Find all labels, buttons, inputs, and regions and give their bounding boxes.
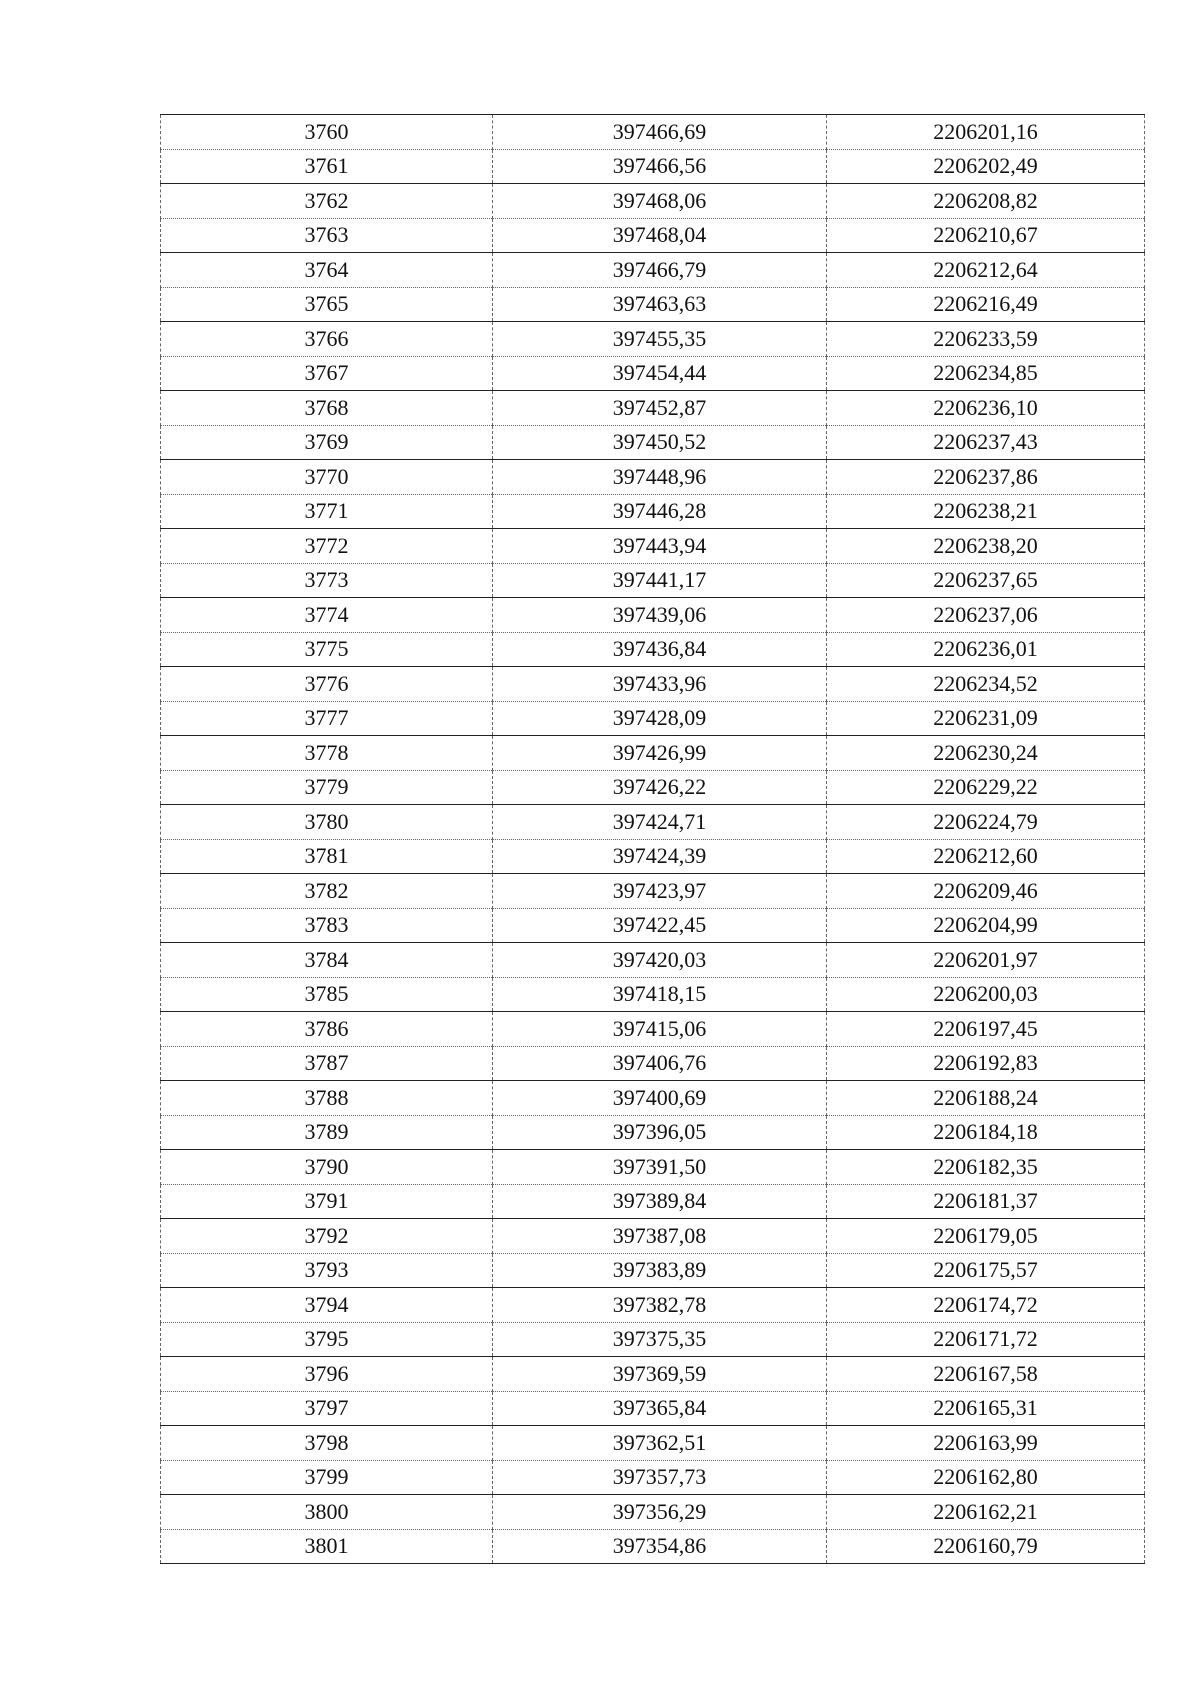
table-row	[161, 529, 1145, 564]
y-coordinate-cell: 2206188,24	[827, 1081, 1145, 1116]
x-coordinate-cell: 397463,63	[493, 287, 827, 322]
y-coordinate-cell: 2206171,72	[827, 1322, 1145, 1357]
table-row	[161, 701, 1145, 736]
x-coordinate-cell: 397433,96	[493, 667, 827, 702]
point-number-cell: 3788	[161, 1081, 493, 1116]
point-number-cell: 3797	[161, 1391, 493, 1426]
point-number-cell: 3795	[161, 1322, 493, 1357]
point-number-cell: 3770	[161, 460, 493, 495]
point-number-cell: 3771	[161, 494, 493, 529]
x-coordinate-cell: 397354,86	[493, 1529, 827, 1564]
y-coordinate-cell: 2206184,18	[827, 1115, 1145, 1150]
y-coordinate-cell: 2206237,65	[827, 563, 1145, 598]
table-row	[161, 1357, 1145, 1392]
x-coordinate-cell: 397375,35	[493, 1322, 827, 1357]
y-coordinate-cell: 2206212,64	[827, 253, 1145, 288]
table-row	[161, 874, 1145, 909]
y-coordinate-cell: 2206208,82	[827, 184, 1145, 219]
y-coordinate-cell: 2206167,58	[827, 1357, 1145, 1392]
point-number-cell: 3777	[161, 701, 493, 736]
point-number-cell: 3785	[161, 977, 493, 1012]
point-number-cell: 3800	[161, 1495, 493, 1530]
x-coordinate-cell: 397424,71	[493, 805, 827, 840]
y-coordinate-cell: 2206175,57	[827, 1253, 1145, 1288]
x-coordinate-cell: 397468,06	[493, 184, 827, 219]
y-coordinate-cell: 2206212,60	[827, 839, 1145, 874]
y-coordinate-cell: 2206197,45	[827, 1012, 1145, 1047]
x-coordinate-cell: 397389,84	[493, 1184, 827, 1219]
point-number-cell: 3760	[161, 115, 493, 150]
point-number-cell: 3778	[161, 736, 493, 771]
point-number-cell: 3792	[161, 1219, 493, 1254]
x-coordinate-cell: 397426,99	[493, 736, 827, 771]
x-coordinate-cell: 397455,35	[493, 322, 827, 357]
y-coordinate-cell: 2206233,59	[827, 322, 1145, 357]
y-coordinate-cell: 2206163,99	[827, 1426, 1145, 1461]
y-coordinate-cell: 2206174,72	[827, 1288, 1145, 1323]
coordinates-table-body	[161, 115, 1145, 1564]
point-number-cell: 3793	[161, 1253, 493, 1288]
x-coordinate-cell: 397391,50	[493, 1150, 827, 1185]
x-coordinate-cell: 397369,59	[493, 1357, 827, 1392]
y-coordinate-cell: 2206182,35	[827, 1150, 1145, 1185]
point-number-cell: 3801	[161, 1529, 493, 1564]
table-row	[161, 839, 1145, 874]
x-coordinate-cell: 397357,73	[493, 1460, 827, 1495]
y-coordinate-cell: 2206237,06	[827, 598, 1145, 633]
table-row	[161, 598, 1145, 633]
x-coordinate-cell: 397382,78	[493, 1288, 827, 1323]
point-number-cell: 3765	[161, 287, 493, 322]
table-row	[161, 805, 1145, 840]
point-number-cell: 3787	[161, 1046, 493, 1081]
point-number-cell: 3769	[161, 425, 493, 460]
table-row	[161, 977, 1145, 1012]
table-row	[161, 1150, 1145, 1185]
point-number-cell: 3764	[161, 253, 493, 288]
y-coordinate-cell: 2206204,99	[827, 908, 1145, 943]
point-number-cell: 3767	[161, 356, 493, 391]
y-coordinate-cell: 2206238,20	[827, 529, 1145, 564]
x-coordinate-cell: 397466,79	[493, 253, 827, 288]
x-coordinate-cell: 397443,94	[493, 529, 827, 564]
point-number-cell: 3772	[161, 529, 493, 564]
y-coordinate-cell: 2206209,46	[827, 874, 1145, 909]
y-coordinate-cell: 2206234,52	[827, 667, 1145, 702]
x-coordinate-cell: 397446,28	[493, 494, 827, 529]
table-row	[161, 253, 1145, 288]
table-row	[161, 1046, 1145, 1081]
x-coordinate-cell: 397428,09	[493, 701, 827, 736]
table-row	[161, 218, 1145, 253]
point-number-cell: 3776	[161, 667, 493, 702]
table-row	[161, 391, 1145, 426]
point-number-cell: 3784	[161, 943, 493, 978]
x-coordinate-cell: 397439,06	[493, 598, 827, 633]
table-row	[161, 149, 1145, 184]
y-coordinate-cell: 2206216,49	[827, 287, 1145, 322]
point-number-cell: 3768	[161, 391, 493, 426]
y-coordinate-cell: 2206160,79	[827, 1529, 1145, 1564]
y-coordinate-cell: 2206181,37	[827, 1184, 1145, 1219]
x-coordinate-cell: 397420,03	[493, 943, 827, 978]
table-row	[161, 908, 1145, 943]
table-row	[161, 563, 1145, 598]
x-coordinate-cell: 397422,45	[493, 908, 827, 943]
point-number-cell: 3790	[161, 1150, 493, 1185]
point-number-cell: 3773	[161, 563, 493, 598]
point-number-cell: 3774	[161, 598, 493, 633]
table-row	[161, 460, 1145, 495]
y-coordinate-cell: 2206237,43	[827, 425, 1145, 460]
table-row	[161, 356, 1145, 391]
point-number-cell: 3766	[161, 322, 493, 357]
y-coordinate-cell: 2206237,86	[827, 460, 1145, 495]
y-coordinate-cell: 2206202,49	[827, 149, 1145, 184]
table-row	[161, 115, 1145, 150]
table-row	[161, 1012, 1145, 1047]
table-row	[161, 425, 1145, 460]
y-coordinate-cell: 2206238,21	[827, 494, 1145, 529]
x-coordinate-cell: 397423,97	[493, 874, 827, 909]
x-coordinate-cell: 397450,52	[493, 425, 827, 460]
table-row	[161, 184, 1145, 219]
point-number-cell: 3781	[161, 839, 493, 874]
x-coordinate-cell: 397362,51	[493, 1426, 827, 1461]
table-row	[161, 1391, 1145, 1426]
x-coordinate-cell: 397396,05	[493, 1115, 827, 1150]
point-number-cell: 3761	[161, 149, 493, 184]
table-row	[161, 770, 1145, 805]
point-number-cell: 3791	[161, 1184, 493, 1219]
point-number-cell: 3779	[161, 770, 493, 805]
point-number-cell: 3794	[161, 1288, 493, 1323]
table-row	[161, 1529, 1145, 1564]
y-coordinate-cell: 2206192,83	[827, 1046, 1145, 1081]
table-row	[161, 1115, 1145, 1150]
x-coordinate-cell: 397466,69	[493, 115, 827, 150]
y-coordinate-cell: 2206231,09	[827, 701, 1145, 736]
y-coordinate-cell: 2206230,24	[827, 736, 1145, 771]
point-number-cell: 3786	[161, 1012, 493, 1047]
table-row	[161, 943, 1145, 978]
x-coordinate-cell: 397383,89	[493, 1253, 827, 1288]
x-coordinate-cell: 397400,69	[493, 1081, 827, 1116]
point-number-cell: 3775	[161, 632, 493, 667]
table-row	[161, 322, 1145, 357]
x-coordinate-cell: 397387,08	[493, 1219, 827, 1254]
x-coordinate-cell: 397468,04	[493, 218, 827, 253]
y-coordinate-cell: 2206179,05	[827, 1219, 1145, 1254]
table-row	[161, 667, 1145, 702]
x-coordinate-cell: 397424,39	[493, 839, 827, 874]
y-coordinate-cell: 2206229,22	[827, 770, 1145, 805]
x-coordinate-cell: 397415,06	[493, 1012, 827, 1047]
y-coordinate-cell: 2206236,10	[827, 391, 1145, 426]
table-row	[161, 1184, 1145, 1219]
x-coordinate-cell: 397365,84	[493, 1391, 827, 1426]
table-row	[161, 736, 1145, 771]
y-coordinate-cell: 2206201,16	[827, 115, 1145, 150]
y-coordinate-cell: 2206165,31	[827, 1391, 1145, 1426]
point-number-cell: 3780	[161, 805, 493, 840]
y-coordinate-cell: 2206234,85	[827, 356, 1145, 391]
point-number-cell: 3789	[161, 1115, 493, 1150]
coordinates-table	[160, 114, 1145, 1564]
x-coordinate-cell: 397454,44	[493, 356, 827, 391]
table-row	[161, 632, 1145, 667]
point-number-cell: 3798	[161, 1426, 493, 1461]
x-coordinate-cell: 397441,17	[493, 563, 827, 598]
y-coordinate-cell: 2206162,21	[827, 1495, 1145, 1530]
table-row	[161, 1253, 1145, 1288]
table-row	[161, 494, 1145, 529]
point-number-cell: 3799	[161, 1460, 493, 1495]
table-row	[161, 1495, 1145, 1530]
x-coordinate-cell: 397418,15	[493, 977, 827, 1012]
table-row	[161, 1081, 1145, 1116]
table-row	[161, 287, 1145, 322]
y-coordinate-cell: 2206200,03	[827, 977, 1145, 1012]
point-number-cell: 3762	[161, 184, 493, 219]
table-row	[161, 1288, 1145, 1323]
y-coordinate-cell: 2206201,97	[827, 943, 1145, 978]
table-row	[161, 1460, 1145, 1495]
point-number-cell: 3763	[161, 218, 493, 253]
x-coordinate-cell: 397452,87	[493, 391, 827, 426]
table-row	[161, 1219, 1145, 1254]
x-coordinate-cell: 397406,76	[493, 1046, 827, 1081]
x-coordinate-cell: 397426,22	[493, 770, 827, 805]
x-coordinate-cell: 397448,96	[493, 460, 827, 495]
point-number-cell: 3783	[161, 908, 493, 943]
x-coordinate-cell: 397356,29	[493, 1495, 827, 1530]
table-row	[161, 1426, 1145, 1461]
y-coordinate-cell: 2206236,01	[827, 632, 1145, 667]
point-number-cell: 3782	[161, 874, 493, 909]
y-coordinate-cell: 2206210,67	[827, 218, 1145, 253]
table-row	[161, 1322, 1145, 1357]
x-coordinate-cell: 397436,84	[493, 632, 827, 667]
point-number-cell: 3796	[161, 1357, 493, 1392]
x-coordinate-cell: 397466,56	[493, 149, 827, 184]
y-coordinate-cell: 2206224,79	[827, 805, 1145, 840]
y-coordinate-cell: 2206162,80	[827, 1460, 1145, 1495]
